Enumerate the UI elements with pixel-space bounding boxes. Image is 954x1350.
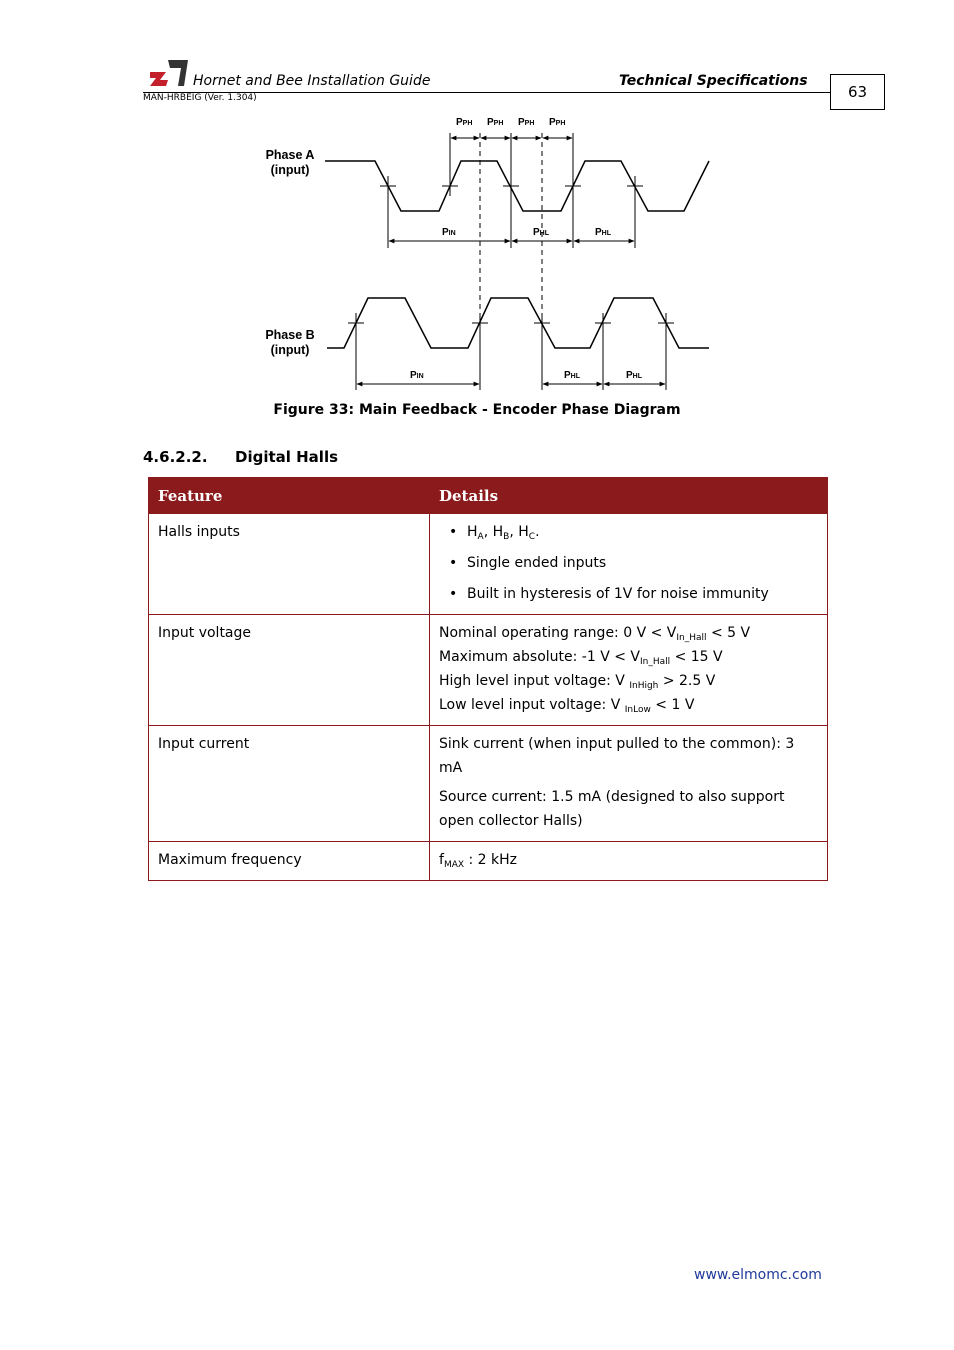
phase-a-ticks — [380, 176, 643, 196]
details-cell — [430, 615, 828, 726]
elmo-logo — [148, 58, 190, 88]
detail-line: Source current: 1.5 mA (designed to also support open collector Halls) — [439, 789, 785, 829]
figure-caption: Figure 33: Main Feedback - Encoder Phase Diagram — [273, 402, 681, 418]
phase-b-waveform — [327, 298, 709, 348]
section-title: Technical Specifications — [619, 73, 808, 89]
phase-b-sublabel: (input) — [270, 343, 310, 357]
detail-line: Nominal operating range: 0 $V < V_{In\_Hall} < 5$ V — [439, 625, 751, 643]
feature-cell: Input voltage — [149, 615, 430, 726]
phase-a-sublabel: (input) — [270, 163, 310, 177]
pph-label: PPH — [487, 117, 504, 128]
table-row — [149, 842, 828, 881]
pph-label: PPH — [518, 117, 535, 128]
subsection-title: Digital Halls — [235, 448, 339, 466]
page-number: 63 — [830, 74, 885, 110]
pph-label: PPH — [549, 117, 566, 128]
details-bullet-list — [439, 520, 818, 606]
phl-label: PHL — [626, 370, 643, 381]
detail-line: High level input voltage: V $_{InHigh}$ > 2.5 V — [439, 673, 716, 691]
subsection-number: 4.6.2.2. — [143, 448, 208, 466]
detail-line: Maximum absolute: -1 $V < V_{In\_Hall} < 15$ V — [439, 649, 723, 667]
details-cell — [430, 514, 828, 615]
pph-label: PPH — [456, 117, 473, 128]
details-cell — [430, 726, 828, 842]
footer-website-link[interactable]: www.elmomc.com — [694, 1267, 822, 1283]
detail-line: $f_{MAX}$ : 2 kHz — [439, 852, 517, 870]
phl-label: PHL — [595, 227, 612, 238]
detail-line: Low level input voltage: V $_{InLow}$ < 1 V — [439, 697, 695, 715]
phase-b-label: Phase B — [265, 328, 315, 342]
document-version: MAN-HRBEIG (Ver. 1.304) — [143, 93, 257, 103]
phl-label: PHL — [564, 370, 581, 381]
details-cell — [430, 842, 828, 881]
detail-line: Sink current (when input pulled to the common): 3 mA — [439, 736, 795, 776]
table-header-row — [149, 478, 828, 514]
column-header-feature: Feature — [149, 478, 430, 514]
phl-label: PHL — [533, 227, 550, 238]
phase-a-label: Phase A — [265, 148, 315, 162]
dimension-extension-lines — [356, 133, 666, 390]
list-item: • Single ended inputs — [467, 551, 818, 575]
pin-label: PIN — [442, 227, 456, 238]
phase-b-ticks — [348, 313, 674, 333]
feature-cell: Input current — [149, 726, 430, 842]
column-header-details: Details — [430, 478, 828, 514]
digital-halls-spec-table — [148, 477, 828, 881]
list-item: • $H_A$, $H_B$, $H_C$. — [467, 520, 818, 544]
table-row — [149, 615, 828, 726]
table-row — [149, 514, 828, 615]
document-title: Hornet and Bee Installation Guide — [193, 73, 431, 89]
feature-cell: Maximum frequency — [149, 842, 430, 881]
list-item: • Built in hysteresis of 1V for noise immunity — [467, 582, 818, 606]
pin-label: PIN — [410, 370, 424, 381]
feature-cell: Halls inputs — [149, 514, 430, 615]
pph-labels — [456, 117, 565, 128]
encoder-phase-diagram — [250, 110, 720, 400]
phase-a-dimension-labels — [442, 227, 612, 238]
table-row — [149, 726, 828, 842]
phase-b-dimension-labels — [410, 370, 643, 381]
